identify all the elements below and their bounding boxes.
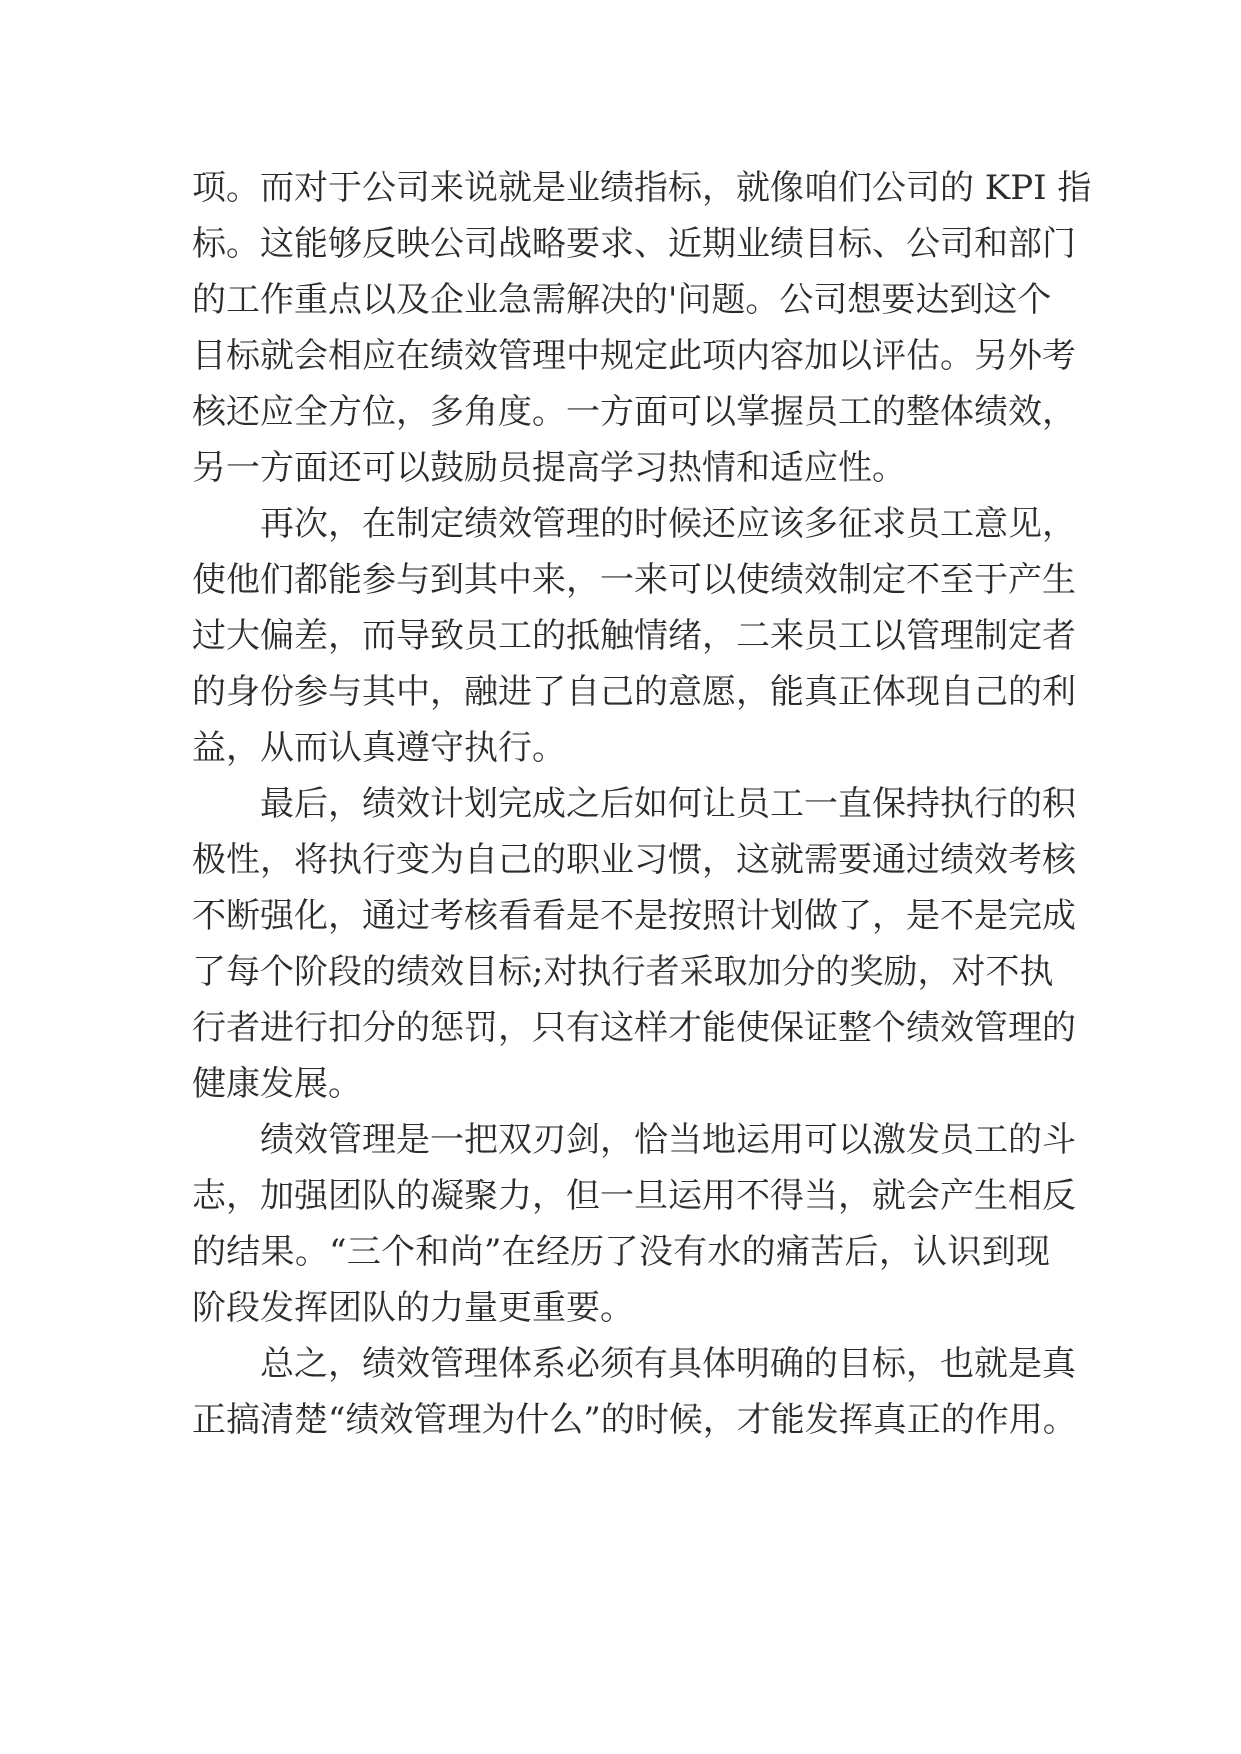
paragraph-line: 健康发展。 [192,1064,362,1104]
paragraph-line: 使他们都能参与到其中来，一来可以使绩效制定不至于产生 [192,560,1076,600]
paragraph-line: 了每个阶段的绩效目标;对执行者采取加分的奖励，对不执 [192,952,1054,992]
paragraph-line: 行者进行扣分的惩罚，只有这样才能使保证整个绩效管理的 [192,1008,1076,1048]
paragraph-line: 志，加强团队的凝聚力，但一旦运用不得当，就会产生相反 [192,1176,1076,1216]
paragraph-line: 再次，在制定绩效管理的时候还应该多征求员工意见， [260,504,1076,544]
paragraph-5 [192,1336,1077,1448]
paragraph-line: 正搞清楚“绩效管理为什么”的时候，才能发挥真正的作用。 [192,1400,1077,1440]
paragraph-line: 另一方面还可以鼓励员提高学习热情和适应性。 [192,448,906,488]
paragraph-line: 最后，绩效计划完成之后如何让员工一直保持执行的积 [260,784,1076,824]
paragraph-line: 不断强化，通过考核看看是不是按照计划做了，是不是完成 [192,896,1076,936]
paragraph-line: 目标就会相应在绩效管理中规定此项内容加以评估。另外考 [192,336,1076,376]
paragraph-line: 极性，将执行变为自己的职业习惯，这就需要通过绩效考核 [192,840,1076,880]
paragraph-2 [192,496,1076,776]
paragraph-line: 的身份参与其中，融进了自己的意愿，能真正体现自己的利 [192,672,1076,712]
paragraph-line: 总之，绩效管理体系必须有具体明确的目标，也就是真 [260,1344,1076,1384]
paragraph-3 [192,776,1076,1112]
paragraph-1 [192,160,1092,496]
paragraph-line: 阶段发挥团队的力量更重要。 [192,1288,634,1328]
paragraph-4 [192,1112,1076,1336]
paragraph-line: 的工作重点以及企业急需解决的'问题。公司想要达到这个 [192,280,1052,320]
paragraph-line: 的结果。“三个和尚”在经历了没有水的痛苦后，认识到现 [192,1232,1050,1272]
document-body [192,160,1092,1448]
paragraph-line: 项。而对于公司来说就是业绩指标，就像咱们公司的 KPI 指 [192,168,1092,208]
paragraph-line: 益，从而认真遵守执行。 [192,728,566,768]
paragraph-line: 核还应全方位，多角度。一方面可以掌握员工的整体绩效， [192,392,1076,432]
paragraph-line: 绩效管理是一把双刃剑，恰当地运用可以激发员工的斗 [260,1120,1076,1160]
paragraph-line: 标。这能够反映公司战略要求、近期业绩目标、公司和部门 [192,224,1076,264]
paragraph-line: 过大偏差，而导致员工的抵触情绪，二来员工以管理制定者 [192,616,1076,656]
